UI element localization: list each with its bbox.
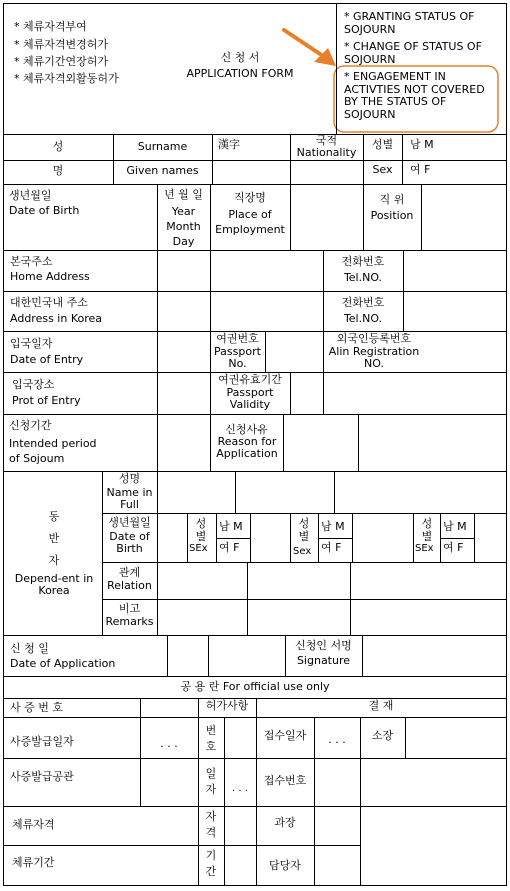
receipt-no-label: 접수번호: [263, 774, 307, 787]
period-label-en: Intended period of Sojoum: [9, 437, 97, 465]
signature-label-en: Signature: [296, 654, 351, 667]
chief-label: 소장: [371, 729, 394, 742]
hanja-label: 漢字: [218, 138, 240, 151]
reason-label-ko: 신청사유: [225, 423, 268, 436]
app-date-label-ko: 신 청 일: [10, 642, 49, 655]
period-v-label: 기 간: [205, 849, 217, 878]
nationality-label-ko: 국적: [315, 134, 338, 147]
given-label-ko: 명: [52, 164, 64, 177]
issue-date-label: 사증발급일자: [10, 735, 74, 748]
sex-label-en: Sex: [372, 163, 393, 176]
male-option[interactable]: 남 M: [410, 138, 434, 151]
entry-port-label-ko: 입국장소: [12, 378, 55, 391]
dob-label-en: Date of Birth: [9, 204, 80, 217]
relation-label-ko: 관계: [118, 566, 141, 579]
type-ko-4: * 체류자격외활동허가: [14, 72, 119, 85]
highlight-box: [334, 66, 498, 132]
form-title-ko: 신 청 서: [220, 51, 260, 64]
home-address-label-ko: 본국주소: [10, 255, 53, 268]
issue-date-dots: . . .: [160, 737, 178, 750]
dep-name-label-ko: 성명: [118, 472, 141, 485]
type-ko-2: * 체류자격변경허가: [14, 38, 109, 51]
passport-label-en: Passport No.: [214, 345, 261, 370]
permit-label: 허가사항: [205, 699, 249, 712]
validity-label-ko: 여권유효기간: [218, 373, 282, 386]
alien-no-label-en: Alin Registration NO.: [328, 345, 420, 370]
position-label-en: Position: [370, 209, 414, 222]
date-label: 일 자: [205, 767, 217, 796]
section-chief-label: 과장: [274, 816, 296, 829]
surname-label-en: Surname: [137, 140, 188, 153]
dependent-label-en: Depend-ent in Korea: [14, 572, 94, 597]
dep3-female-option[interactable]: 여 F: [443, 541, 464, 554]
type-en-3: * ENGAGEMENT IN ACTIVTIES NOT COVERED BY THE STATUS OF SOJOURN: [344, 70, 485, 121]
type-ko-1: * 체류자격부여: [14, 20, 87, 33]
korea-address-label-en: Address in Korea: [10, 312, 103, 325]
number-label: 번 호: [205, 724, 217, 753]
remarks-label-en: Remarks: [105, 615, 154, 628]
korea-address-label-ko: 대한민국내 주소: [10, 296, 88, 309]
approval-label: 결 재: [368, 699, 394, 712]
validity-label-en: Passport Validity: [226, 386, 274, 411]
dep-dob-label-ko: 생년월일: [108, 516, 151, 529]
dep2-female-option[interactable]: 여 F: [321, 541, 342, 554]
dep1-sex-label-en: SEx: [189, 543, 208, 554]
alien-no-label-ko: 외국인등록번호: [336, 332, 412, 345]
ymd-label-en: Year Month Day: [166, 205, 201, 248]
dep2-male-option[interactable]: 남 M: [321, 520, 345, 533]
dep-name-label-en: Name in Full: [106, 486, 153, 511]
highlight-annotation: [0, 0, 510, 140]
status-v-label: 자 격: [205, 810, 217, 839]
remarks-label-ko: 비고: [118, 602, 141, 615]
tel-label-ko-2: 전화번호: [341, 296, 385, 309]
ymd-label-ko: 년 월 일: [164, 188, 203, 201]
entry-date-label-en: Date of Entry: [10, 353, 84, 366]
dep1-sex-label-ko: 성 별: [195, 517, 207, 543]
dep3-male-option[interactable]: 남 M: [443, 520, 467, 533]
receipt-date-dots: . . .: [328, 733, 346, 746]
app-date-label-en: Date of Application: [10, 657, 116, 670]
dep3-sex-label-en: SEx: [415, 543, 434, 554]
given-label-en: Given names: [126, 164, 199, 177]
reason-label-en: Reason for Application: [216, 435, 278, 460]
type-ko-3: * 체류기간연장허가: [14, 55, 109, 68]
status-label: 체류자격: [12, 818, 55, 831]
official-title: 공 용 란 For official use only: [180, 680, 330, 693]
tel-label-ko-1: 전화번호: [341, 255, 385, 268]
surname-label-ko: 성: [52, 140, 64, 153]
visa-no-label: 사 증 번 호: [10, 701, 63, 714]
nationality-label-en: Nationality: [296, 146, 357, 159]
signature-label-ko: 신청인 서명: [295, 639, 352, 652]
dependent-label-ko: 동 반 자: [48, 510, 60, 567]
employment-label-en: Place of Employment: [215, 208, 285, 236]
relation-label-en: Relation: [107, 579, 152, 592]
sex-label-ko: 성별: [371, 138, 394, 151]
entry-port-label-en: Prot of Entry: [12, 394, 81, 407]
form-title-en: APPLICATION FORM: [186, 67, 294, 80]
type-en-2: * CHANGE OF STATUS OF SOJOURN: [344, 40, 482, 66]
period-label-ko: 신청기간: [9, 419, 52, 432]
employment-label-ko: 직장명: [234, 191, 266, 204]
dep2-sex-label-ko: 성 별: [298, 517, 310, 543]
passport-label-ko: 여권번호: [216, 332, 259, 345]
period-official-label: 체류기간: [12, 856, 55, 869]
tel-label-en-2: Tel.NO.: [343, 312, 383, 325]
dep1-male-option[interactable]: 남 M: [219, 520, 243, 533]
tel-label-en-1: Tel.NO.: [343, 271, 383, 284]
dep-dob-label-en: Date of Birth: [109, 530, 150, 555]
female-option[interactable]: 여 F: [410, 163, 431, 176]
home-address-label-en: Home Address: [10, 270, 90, 283]
dep2-sex-label-en: Sex: [293, 546, 312, 557]
entry-date-label-ko: 입국일자: [10, 337, 53, 350]
receipt-date-label: 접수일자: [263, 729, 307, 742]
officer-label: 담당자: [269, 859, 301, 872]
dob-label-ko: 생년월일: [9, 189, 52, 202]
arrow-shaft-icon: [284, 30, 326, 58]
issue-office-label: 사증발급공관: [10, 770, 74, 783]
type-en-1: * GRANTING STATUS OF SOJOURN: [344, 10, 475, 36]
position-label-ko: 직 위: [379, 193, 405, 206]
date-dots: . . .: [232, 783, 248, 794]
dep1-female-option[interactable]: 여 F: [219, 541, 240, 554]
dep3-sex-label-ko: 성 별: [421, 517, 433, 543]
